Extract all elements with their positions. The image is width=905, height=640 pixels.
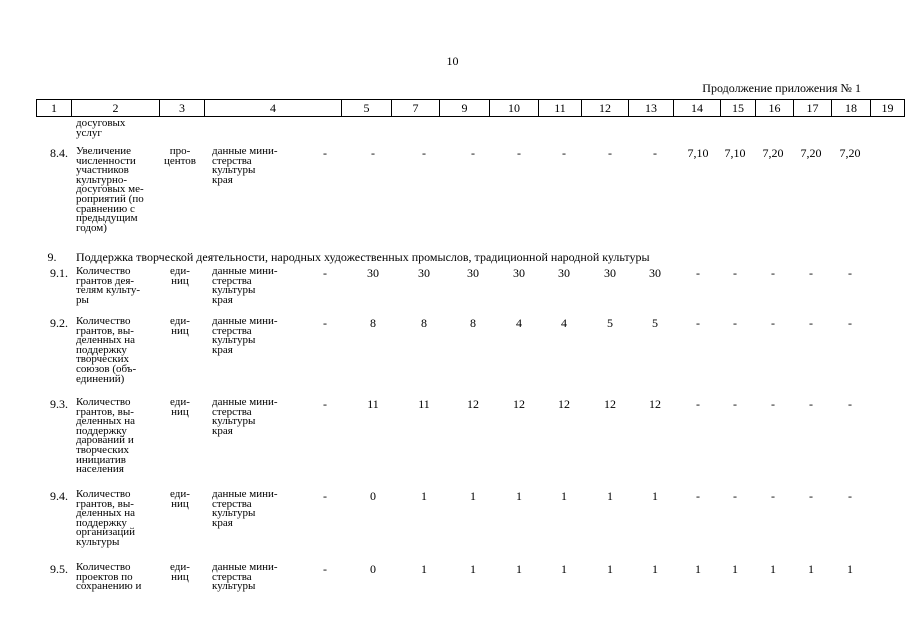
section-title: Поддержка творческой деятельности, народных художественных промыслов, традиционной народной культуры [76,250,650,264]
value-cell: 5 [607,316,613,330]
header-col-11: 11 [539,100,582,117]
value-cell: - [323,397,327,411]
value-cell: 1 [561,562,567,576]
value-cell: 1 [652,562,658,576]
value-cell: - [608,146,612,160]
value-cell: 1 [516,562,522,576]
value-cell: 12 [513,397,525,411]
value-cell: 30 [558,266,570,280]
unit-of-measure: еди- ниц [170,315,190,337]
header-col-19: 19 [871,100,905,117]
header-col-2: 2 [72,100,160,117]
value-cell: - [848,316,852,330]
page-number: 10 [446,54,459,68]
value-cell: 4 [516,316,522,330]
value-cell: - [562,146,566,160]
row-number: 9.3. [50,397,68,411]
value-cell: - [848,397,852,411]
header-col-16: 16 [756,100,794,117]
value-cell: 1 [732,562,738,576]
value-cell: 1 [421,489,427,503]
value-cell: - [809,397,813,411]
value-cell: 1 [652,489,658,503]
value-cell: 7,20 [762,146,784,160]
value-cell: 1 [470,562,476,576]
value-cell: - [771,266,775,280]
unit-of-measure: еди- ниц [170,561,190,583]
header-col-10: 10 [490,100,539,117]
data-source: данные мини- стерства культуры края [212,145,278,186]
header-col-7: 7 [392,100,440,117]
value-cell: - [771,316,775,330]
value-cell: 30 [604,266,616,280]
value-cell: 8 [470,316,476,330]
row-number: 9.1. [50,266,68,280]
row-number: 9.4. [50,489,68,503]
value-cell: - [696,397,700,411]
value-cell: - [471,146,475,160]
value-cell: - [323,562,327,576]
value-cell: 1 [607,562,613,576]
unit-of-measure: еди- ниц [170,488,190,510]
value-cell: - [517,146,521,160]
value-cell: 0 [370,562,376,576]
value-cell: 5 [652,316,658,330]
value-cell: 11 [367,397,379,411]
value-cell: - [422,146,426,160]
value-cell: 1 [561,489,567,503]
value-cell: 7,20 [839,146,861,160]
carry-over-text: досуговых услуг [76,117,126,139]
value-cell: - [696,489,700,503]
value-cell: 1 [808,562,814,576]
row-number: 9.5. [50,562,68,576]
value-cell: - [771,397,775,411]
value-cell: - [848,489,852,503]
header-col-9: 9 [440,100,490,117]
unit-of-measure: еди- ниц [170,265,190,287]
indicator-name: Количество грантов, вы- деленных на поддержку организаций культуры [76,488,136,548]
value-cell: 30 [467,266,479,280]
header-col-1: 1 [37,100,72,117]
value-cell: 1 [847,562,853,576]
value-cell: - [323,146,327,160]
value-cell: 1 [516,489,522,503]
header-col-17: 17 [794,100,832,117]
value-cell: 30 [513,266,525,280]
data-source: данные мини- стерства культуры края [212,315,278,356]
value-cell: - [653,146,657,160]
unit-of-measure: про- центов [163,145,196,167]
header-col-15: 15 [721,100,756,117]
value-cell: - [809,316,813,330]
data-source: данные мини- стерства культуры края [212,488,278,529]
value-cell: - [323,316,327,330]
value-cell: - [323,266,327,280]
indicator-name: Количество грантов, вы- деленных на поддержку творческих союзов (объ- единений) [76,315,137,385]
value-cell: 7,10 [724,146,746,160]
value-cell: - [371,146,375,160]
value-cell: 1 [770,562,776,576]
value-cell: 12 [649,397,661,411]
header-col-14: 14 [674,100,721,117]
value-cell: 8 [370,316,376,330]
value-cell: - [733,397,737,411]
value-cell: 7,20 [800,146,822,160]
column-header-table [36,99,905,117]
value-cell: 1 [607,489,613,503]
header-col-18: 18 [832,100,871,117]
value-cell: 11 [418,397,430,411]
value-cell: 1 [470,489,476,503]
row-number: 9.2. [50,316,68,330]
indicator-name: Количество грантов дея- телям культу- ры [76,265,141,306]
value-cell: 30 [649,266,661,280]
value-cell: - [733,316,737,330]
value-cell: 1 [695,562,701,576]
value-cell: - [771,489,775,503]
header-col-3: 3 [160,100,205,117]
value-cell: - [733,266,737,280]
value-cell: 12 [604,397,616,411]
value-cell: 0 [370,489,376,503]
indicator-name: Увеличение численности участников культурно- досуговых ме- роприятий (по сравнению с предыдущим годом) [76,145,144,234]
value-cell: 1 [421,562,427,576]
value-cell: 30 [418,266,430,280]
header-col-13: 13 [629,100,674,117]
header-col-5: 5 [342,100,392,117]
continuation-label: Продолжение приложения № 1 [702,81,861,95]
value-cell: - [733,489,737,503]
section-number: 9. [47,250,57,264]
indicator-name: Количество грантов, вы- деленных на поддержку дарований и творческих инициатив населения [76,396,136,476]
header-col-12: 12 [582,100,629,117]
data-source: данные мини- стерства культуры [212,561,278,593]
value-cell: - [696,316,700,330]
value-cell: 30 [367,266,379,280]
header-col-4: 4 [205,100,342,117]
value-cell: 8 [421,316,427,330]
value-cell: - [696,266,700,280]
data-source: данные мини- стерства культуры края [212,396,278,437]
row-number: 8.4. [50,146,68,160]
value-cell: 7,10 [687,146,709,160]
value-cell: - [809,489,813,503]
value-cell: 4 [561,316,567,330]
value-cell: - [323,489,327,503]
value-cell: - [809,266,813,280]
data-source: данные мини- стерства культуры края [212,265,278,306]
value-cell: 12 [558,397,570,411]
indicator-name: Количество проектов по сохранению и [76,561,142,593]
value-cell: - [848,266,852,280]
value-cell: 12 [467,397,479,411]
unit-of-measure: еди- ниц [170,396,190,418]
